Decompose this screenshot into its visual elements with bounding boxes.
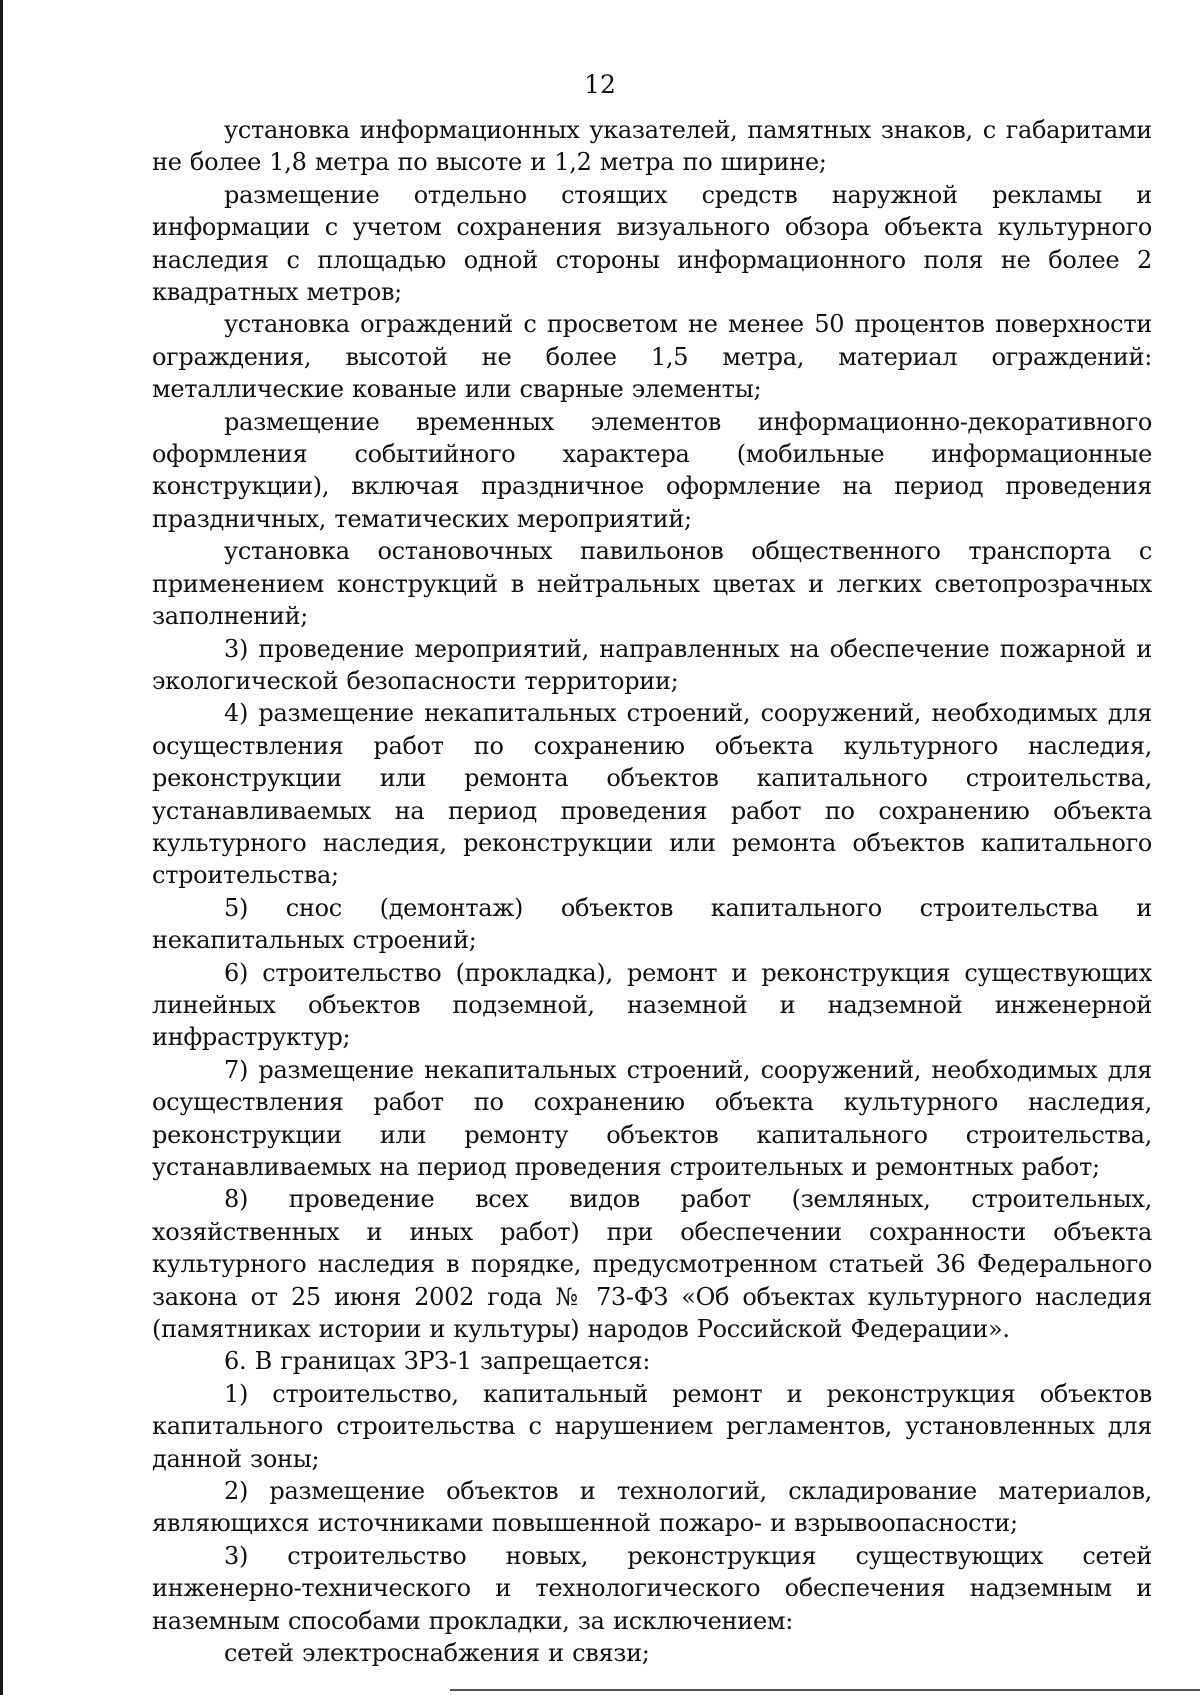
document-body [152,114,1152,1670]
paragraph: размещение отдельно стоящих средств наружной рекламы и информации с учетом сохранения визуального обзора объекта культурного наследия с площадью одной стороны информационного поля не более 2 квадратных метров; [152,180,1152,307]
paragraph: 7) размещение некапитальных строений, сооружений, необходимых для осуществления работ по сохранению объекта культурного наследия, реконструкции или ремонту объектов капитального строительства, устанавливаемых на период проведения строительных и ремонтных работ; [152,1055,1152,1181]
paragraph: 8) проведение всех видов работ (земляных, строительных, хозяйственных и иных работ) при обеспечении сохранности объекта культурного наследия в порядке, предусмотренном статьей 36 Федерального закона от 25 июня 2002 года № 73-ФЗ «Об объектах культурного наследия (памятниках истории и культуры) народов Российской Федерации». [152,1185,1152,1344]
scan-edge-left [0,0,3,1695]
paragraph: 6) строительство (прокладка), ремонт и реконструкция существующих линейных объектов подземной, наземной и надземной инженерной инфраструктур; [152,958,1152,1052]
paragraph: 5) снос (демонтаж) объектов капитального строительства и некапитальных строений; [152,893,1152,955]
paragraph: установка остановочных павильонов общественного транспорта с применением конструкций в нейтральных цветах и легких светопрозрачных заполнений; [152,537,1152,631]
paragraph: 4) размещение некапитальных строений, сооружений, необходимых для осуществления работ по сохранению объекта культурного наследия, реконструкции или ремонта объектов капитального строительства, устанавливаемых на период проведения работ по сохранению объекта культурного наследия, реконструкции или ремонта объектов капитального строительства; [152,699,1152,890]
paragraph: установка ограждений с просветом не менее 50 процентов поверхности ограждения, высотой не более 1,5 метра, материал ограждений: металлические кованые или сварные элементы; [152,310,1152,404]
paragraph: 1) строительство, капитальный ремонт и реконструкция объектов капитального строительства с нарушением регламентов, установленных для данной зоны; [152,1379,1152,1473]
paragraph: сетей электроснабжения и связи; [224,1639,650,1668]
section-heading: 6. В границах ЗРЗ-1 запрещается: [224,1347,651,1376]
paragraph: установка информационных указателей, памятных знаков, с габаритами не более 1,8 метра по высоте и 1,2 метра по ширине; [152,116,1152,177]
paragraph: 3) проведение мероприятий, направленных на обеспечение пожарной и экологической безопасности территории; [152,634,1152,695]
paragraph: 2) размещение объектов и технологий, складирование материалов, являющихся источниками повышенной пожаро- и взрывоопасности; [152,1477,1152,1538]
paragraph: 3) строительство новых, реконструкция существующих сетей инженерно-технического и технологического обеспечения надземным и наземным способами прокладки, за исключением: [152,1541,1152,1635]
paragraph: размещение временных элементов информационно-декоративного оформления событийного характера (мобильные информационные конструкции), включая праздничное оформление на период проведения праздничных, тематических мероприятий; [152,407,1152,533]
scan-edge-bottom [450,1689,1200,1691]
page-number: 12 [584,70,616,99]
